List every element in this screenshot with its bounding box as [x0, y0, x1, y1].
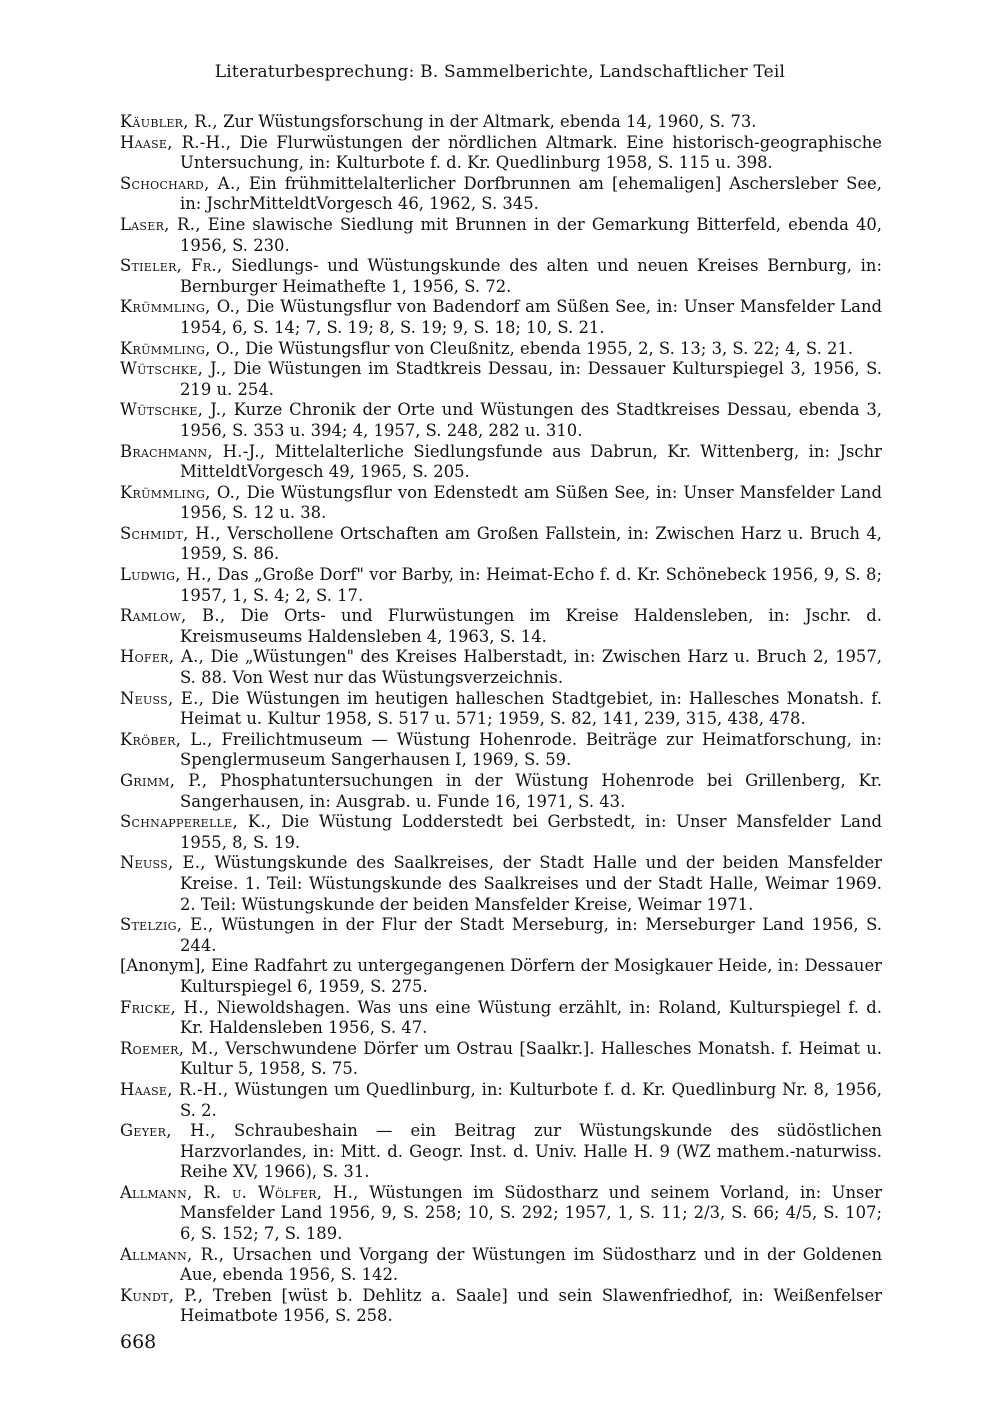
bibliography-entry: [120, 256, 882, 297]
entry-text: Die Wüstungen im heutigen halleschen Stadtgebiet, in: Hallesches Monatsh. f. Heimat u. Kultur 1958, S. 517 u. 571; 1959, S. 82, 141, 239, 315, 438, 478.: [180, 688, 882, 729]
entry-text: Die Flurwüstungen der nördlichen Altmark. Eine historisch-geographische Untersuchung, in: Kulturbote f. d. Kr. Quedlinburg 1958, S. 115 u. 398.: [180, 132, 883, 173]
bibliography-entry: [120, 771, 882, 812]
entry-text: Verschollene Ortschaften am Großen Fallstein, in: Zwischen Harz u. Bruch 4, 1959, S. 86.: [180, 523, 882, 564]
bibliography-entry: [120, 565, 882, 606]
page-number: 668: [120, 1331, 157, 1353]
running-head: Literaturbesprechung: B. Sammelberichte, Landschaftlicher Teil: [214, 62, 786, 82]
bibliography-list: [120, 112, 882, 1327]
entry-text: Die „Wüstungen" des Kreises Halberstadt, in: Zwischen Harz u. Bruch 2, 1957, S. 88. Von West nur das Wüstungsverzeichnis.: [180, 647, 882, 688]
entry-author: Neuss, E.,: [120, 853, 206, 873]
entry-author: Wütschke, J.,: [120, 359, 227, 379]
entry-text: Mittelalterliche Siedlungsfunde aus Dabrun, Kr. Wittenberg, in: Jschr MitteldtVorgesch 49, 1965, S. 205.: [180, 441, 882, 482]
entry-author: Roemer, M.,: [120, 1038, 219, 1058]
entry-author: Laser, R.,: [120, 214, 201, 234]
entry-author: Allmann, R.,: [120, 1244, 225, 1264]
entry-author: Wütschke, J.,: [120, 400, 227, 420]
entry-author: Krümmling, O.,: [120, 338, 240, 358]
bibliography-entry: [120, 1080, 882, 1121]
bibliography-entry: [120, 359, 882, 400]
entry-author: Haase, R.-H.,: [120, 132, 232, 152]
entry-text: Ein frühmittelalterlicher Dorfbrunnen am [ehemaligen] Aschersleber See, in: JschrMitteldtVorgesch 46, 1962, S. 345.: [180, 173, 882, 214]
bibliography-entry: [120, 1286, 882, 1327]
entry-text: Die Orts- und Flurwüstungen im Kreise Haldensleben, in: Jschr. d. Kreismuseums Haldensleben 4, 1963, S. 14.: [180, 606, 882, 646]
bibliography-entry: [120, 1245, 882, 1286]
entry-text: Die Wüstung Lodderstedt bei Gerbstedt, in: Unser Mansfelder Land 1955, 8, S. 19.: [180, 812, 883, 852]
entry-author: Ludwig, H.,: [120, 565, 213, 585]
entry-author: Stelzig, E.,: [120, 915, 214, 935]
bibliography-entry: [120, 1121, 882, 1183]
bibliography-entry: [120, 1039, 882, 1080]
entry-author: Kundt, P.,: [120, 1285, 204, 1305]
entry-text: Die Wüstungsflur von Badendorf am Süßen See, in: Unser Mansfelder Land 1954, 6, S. 14; 7, S. 19; 8, S. 19; 9, S. 18; 10, S. 21.: [180, 297, 882, 337]
bibliography-entry: [120, 956, 882, 997]
entry-text: Niewoldshagen. Was uns eine Wüstung erzählt, in: Roland, Kulturspiegel f. d. Kr. Haldensleben 1956, S. 47.: [180, 997, 882, 1038]
entry-author: Schmidt, H.,: [120, 523, 221, 543]
bibliography-entry: [120, 442, 882, 483]
entry-author: Stieler, Fr.,: [120, 256, 223, 276]
bibliography-entry: [120, 133, 882, 174]
entry-text: Die Wüstungsflur von Edenstedt am Süßen See, in: Unser Mansfelder Land 1956, S. 12 u. 38.: [180, 482, 882, 523]
bibliography-entry: [120, 689, 882, 730]
bibliography-entry: [120, 483, 882, 524]
bibliography-entry: [120, 606, 882, 647]
entry-text: [Anonym], Eine Radfahrt zu untergegangenen Dörfern der Mosigkauer Heide, in: Dessauer Kulturspiegel 6, 1959, S. 275.: [120, 956, 882, 996]
bibliography-entry: [120, 853, 882, 915]
entry-author: Schochard, A.,: [120, 173, 241, 193]
bibliography-entry: [120, 112, 882, 133]
entry-author: Ramlow, B.,: [120, 606, 226, 626]
bibliography-entry: [120, 524, 882, 565]
entry-text: Das „Große Dorf" vor Barby, in: Heimat-Echo f. d. Kr. Schönebeck 1956, 9, S. 8; 1957, 1, S. 4; 2, S. 17.: [180, 565, 882, 605]
entry-text: Wüstungskunde des Saalkreises, der Stadt Halle und der beiden Mansfelder Kreise. 1. Teil: Wüstungskunde des Saalkreises und der Stadt Halle, Weimar 1969. 2. Teil: Wüstungskunde der beiden Mansfelder Kreise, Weimar 1971.: [180, 853, 883, 914]
entry-author: Geyer, H.,: [120, 1121, 216, 1141]
bibliography-entry: [120, 1183, 882, 1245]
entry-text: Kurze Chronik der Orte und Wüstungen des Stadtkreises Dessau, ebenda 3, 1956, S. 353 u. 394; 4, 1957, S. 248, 282 u. 310.: [180, 400, 882, 440]
entry-text: Freilichtmuseum — Wüstung Hohenrode. Beiträge zur Heimatforschung, in: Spenglermuseum Sangerhausen I, 1969, S. 59.: [180, 729, 882, 770]
entry-text: Wüstungen in der Flur der Stadt Merseburg, in: Merseburger Land 1956, S. 244.: [180, 915, 882, 955]
bibliography-entry: [120, 915, 882, 956]
bibliography-entry: [120, 400, 882, 441]
entry-text: Schraubeshain — ein Beitrag zur Wüstungskunde des südöstlichen Harzvorlandes, in: Mitt. d. Geogr. Inst. d. Univ. Halle H. 9 (WZ mathem.-naturwiss. Reihe XV, 1966), S. 31.: [180, 1121, 882, 1182]
entry-author: Allmann, R. u. Wölfer, H.,: [120, 1182, 359, 1202]
entry-text: Wüstungen im Südostharz und seinem Vorland, in: Unser Mansfelder Land 1956, 9, S. 258; 10, S. 292; 1957, 1, S. 11; 2/3, S. 66; 4/5, S. 107; 6, S. 152; 7, S. 189.: [180, 1182, 882, 1244]
entry-text: Die Wüstungsflur von Cleußnitz, ebenda 1955, 2, S. 13; 3, S. 22; 4, S. 21.: [239, 338, 854, 358]
bibliography-entry: [120, 174, 882, 215]
entry-text: Zur Wüstungsforschung in der Altmark, ebenda 14, 1960, S. 73.: [217, 112, 757, 131]
entry-author: Krümmling, O.,: [120, 482, 241, 502]
entry-text: Ursachen und Vorgang der Wüstungen im Südostharz und in der Goldenen Aue, ebenda 1956, S. 142.: [180, 1244, 883, 1285]
bibliography-entry: [120, 730, 882, 771]
entry-text: Phosphatuntersuchungen in der Wüstung Hohenrode bei Grillenberg, Kr. Sangerhausen, in: Ausgrab. u. Funde 16, 1971, S. 43.: [180, 771, 883, 811]
entry-text: Siedlungs- und Wüstungskunde des alten und neuen Kreises Bernburg, in: Bernburger Heimathefte 1, 1956, S. 72.: [180, 256, 882, 296]
entry-text: Treben [wüst b. Dehlitz a. Saale] und sein Slawenfriedhof, in: Weißenfelser Heimatbote 1956, S. 258.: [180, 1285, 882, 1326]
bibliography-entry: [120, 297, 882, 338]
entry-text: Wüstungen um Quedlinburg, in: Kulturbote f. d. Kr. Quedlinburg Nr. 8, 1956, S. 2.: [180, 1079, 883, 1120]
bibliography-entry: [120, 812, 882, 853]
bibliography-entry: [120, 647, 882, 688]
bibliography-entry: [120, 339, 882, 360]
entry-author: Neuss, E.,: [120, 688, 205, 708]
entry-author: Käubler, R.,: [120, 112, 218, 131]
entry-text: Verschwundene Dörfer um Ostrau [Saalkr.]. Hallesches Monatsh. f. Heimat u. Kultur 5, 1958, S. 75.: [180, 1038, 882, 1079]
entry-text: Die Wüstungen im Stadtkreis Dessau, in: Dessauer Kulturspiegel 3, 1956, S. 219 u. 254.: [180, 359, 882, 399]
bibliography-entry: [120, 215, 882, 256]
entry-author: Schnapperelle, K.,: [120, 812, 272, 832]
entry-author: Hofer, A.,: [120, 647, 205, 667]
entry-author: Grimm, P.,: [120, 771, 208, 790]
bibliography-entry: [120, 998, 882, 1039]
entry-author: Krümmling, O.,: [120, 297, 241, 317]
entry-author: Haase, R.-H.,: [120, 1079, 229, 1099]
entry-author: Fricke, H.,: [120, 997, 210, 1017]
entry-text: Eine slawische Siedlung mit Brunnen in der Gemarkung Bitterfeld, ebenda 40, 1956, S. 230.: [180, 214, 883, 255]
entry-author: Brachmann, H.-J.,: [120, 441, 266, 461]
entry-author: Kröber, L.,: [120, 729, 213, 749]
